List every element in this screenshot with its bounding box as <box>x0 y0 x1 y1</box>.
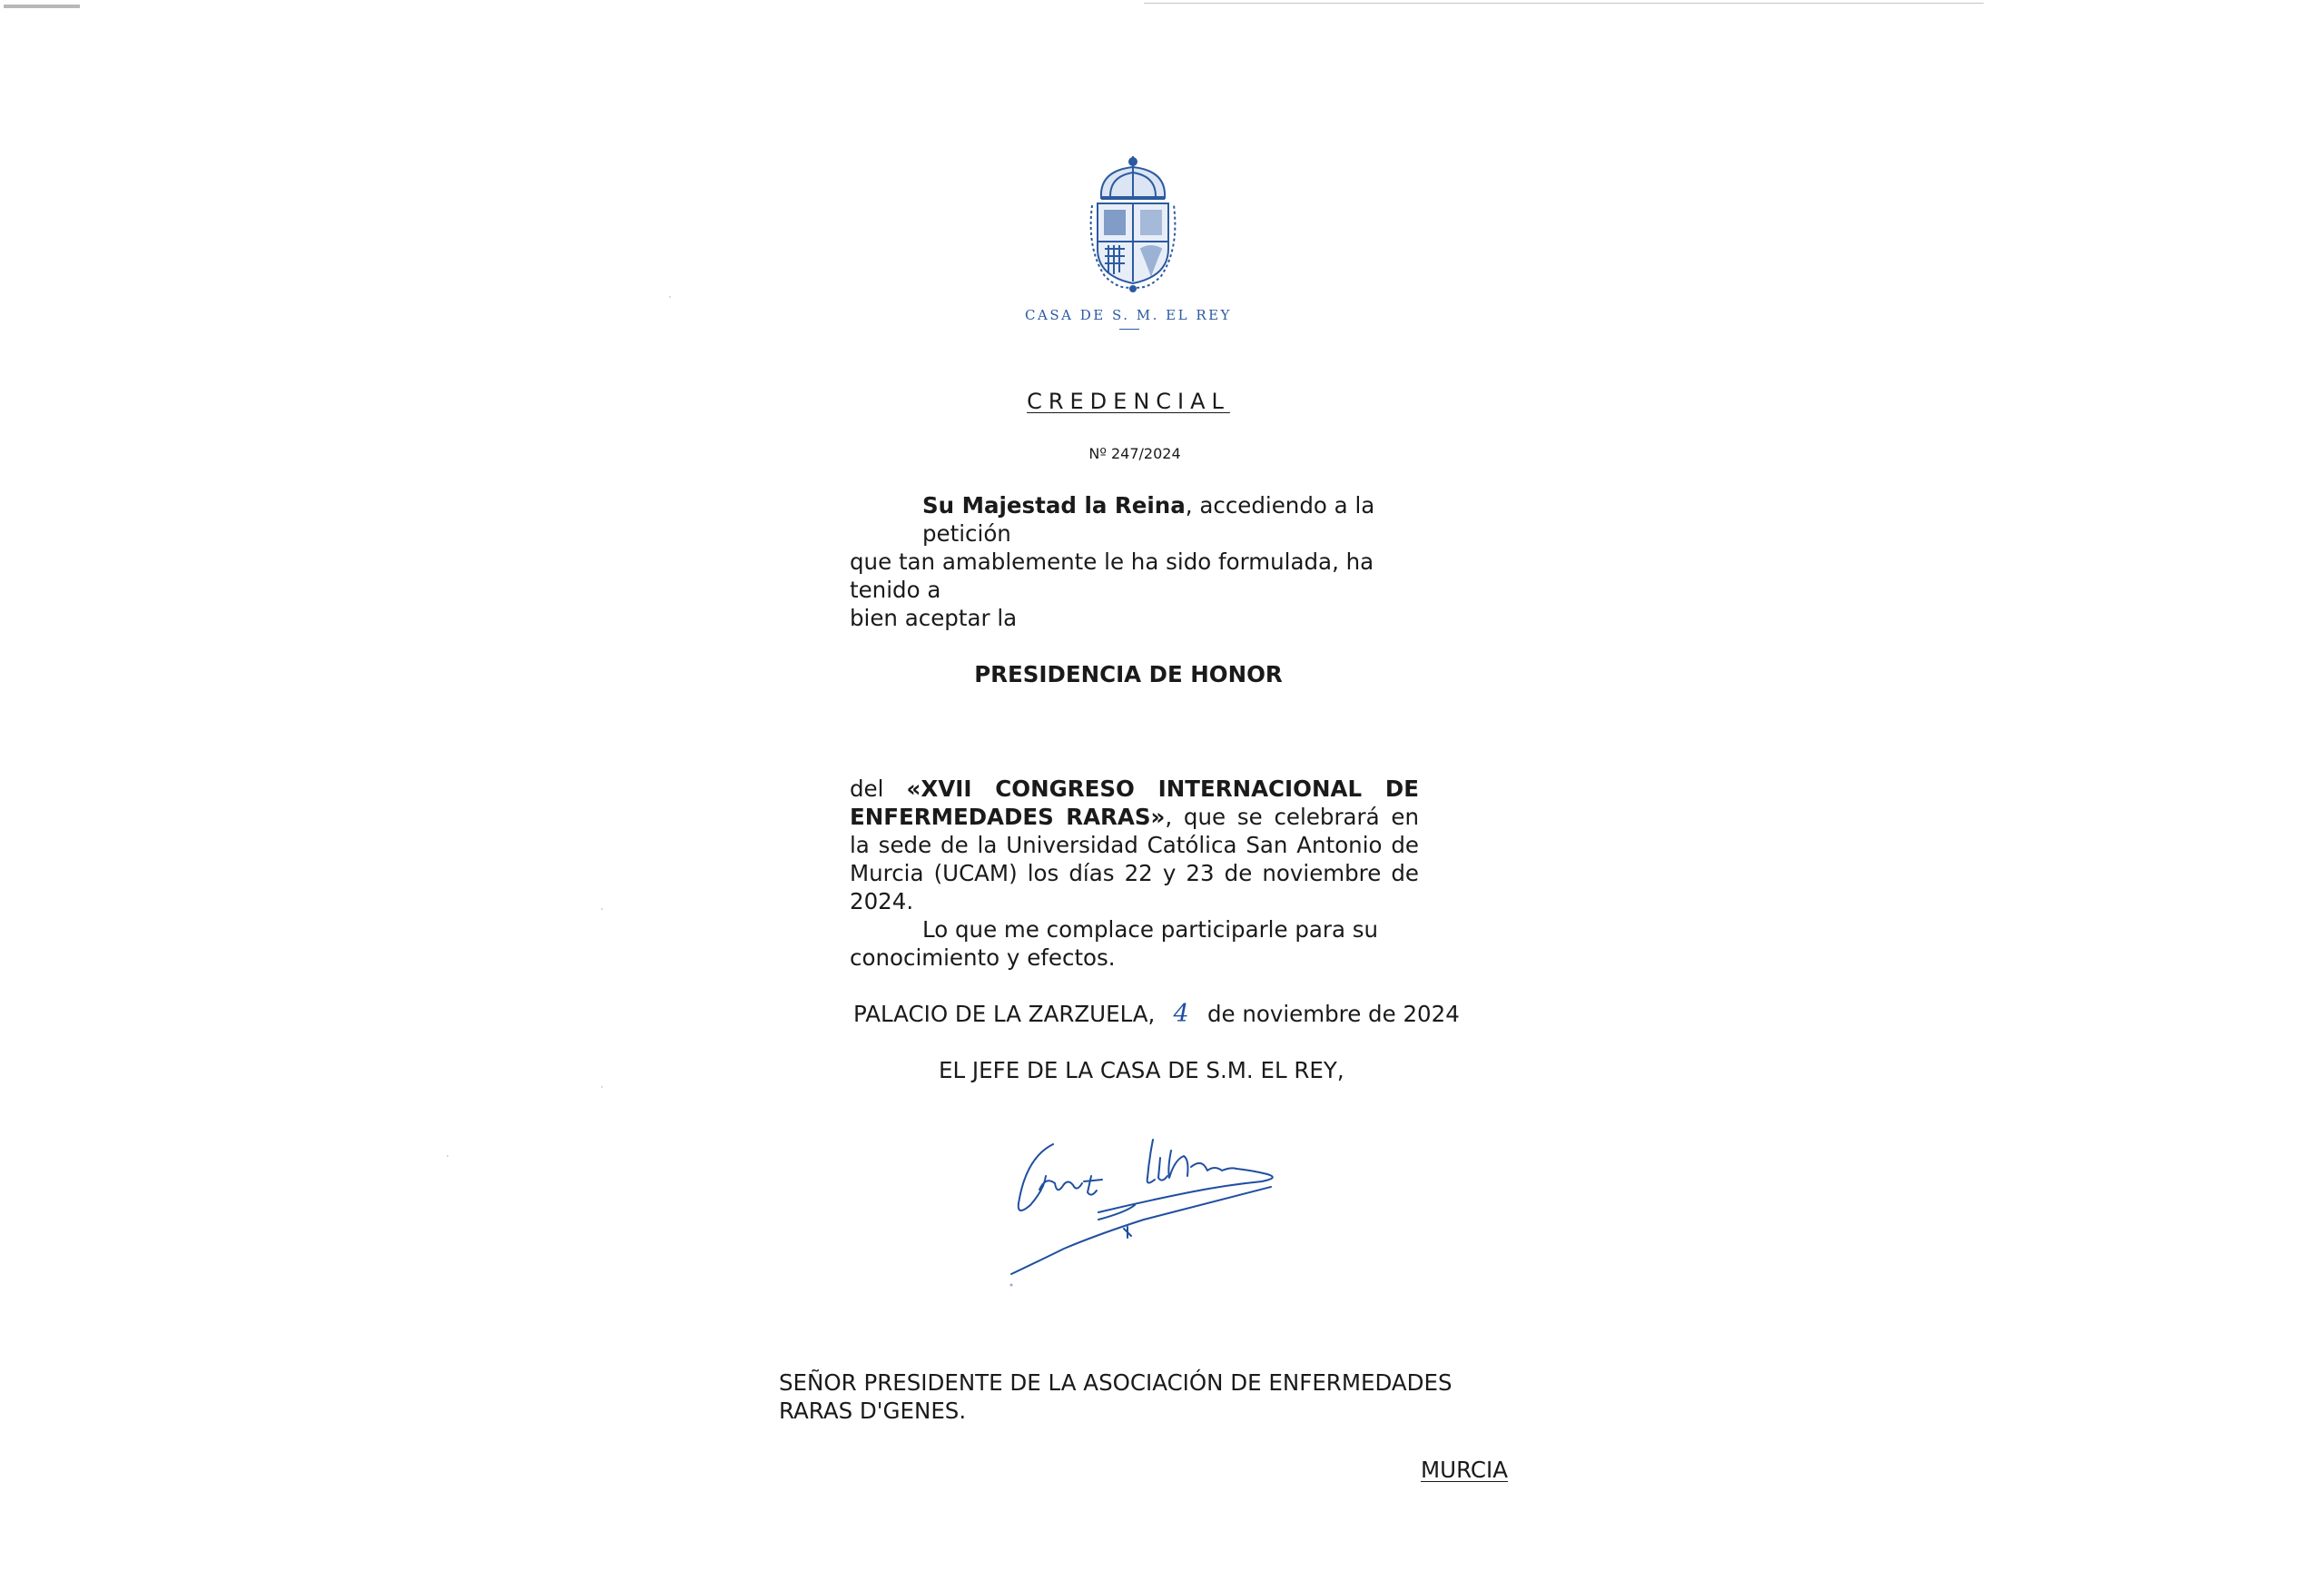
scan-speck <box>601 1086 603 1088</box>
place-and-date: PALACIO DE LA ZARZUELA, 4 de noviembre de 2024 <box>853 1000 1460 1028</box>
signatory-title: EL JEFE DE LA CASA DE S.M. EL REY, <box>939 1057 1344 1083</box>
scan-artifact <box>4 5 80 8</box>
divider <box>1119 329 1139 330</box>
handwritten-day: 4 <box>1173 1000 1189 1028</box>
event-name: «XVII CONGRESO INTERNACIONAL DE ENFERMEDADES RARAS» <box>850 776 1419 830</box>
document-number: Nº 247/2024 <box>1088 445 1181 462</box>
intro-bold-text: Su Majestad la Reina <box>922 492 1186 519</box>
scan-speck <box>447 1155 448 1157</box>
scan-speck <box>669 296 671 298</box>
royal-house-name: CASA DE S. M. EL REY <box>1025 307 1232 323</box>
closing-paragraph: Lo que me complace participarle para su conocimiento y efectos. <box>850 916 1379 971</box>
scan-artifact <box>1144 3 1984 4</box>
royal-crest-emblem <box>1083 154 1183 292</box>
signature-image <box>990 1103 1371 1303</box>
intro-paragraph: Su Majestad la Reina, accediendo a la petición que tan amablemente le ha sido formulada, ha tenido a bien aceptar la <box>850 492 1375 631</box>
scan-speck <box>601 908 603 910</box>
document-title: CREDENCIAL <box>1027 389 1230 414</box>
event-paragraph: del «XVII CONGRESO INTERNACIONAL DE ENFERMEDADES RARAS», que se celebrará en la sede de la Universidad Católica San Antonio de Murcia (UCAM) los días 22 y 23 de noviembre de 2024. <box>850 776 1419 914</box>
honor-title: PRESIDENCIA DE HONOR <box>974 661 1283 687</box>
addressee: SEÑOR PRESIDENTE DE LA ASOCIACIÓN DE ENFERMEDADES RARAS D'GENES. <box>779 1369 1452 1424</box>
addressee-city: MURCIA <box>1421 1457 1508 1483</box>
